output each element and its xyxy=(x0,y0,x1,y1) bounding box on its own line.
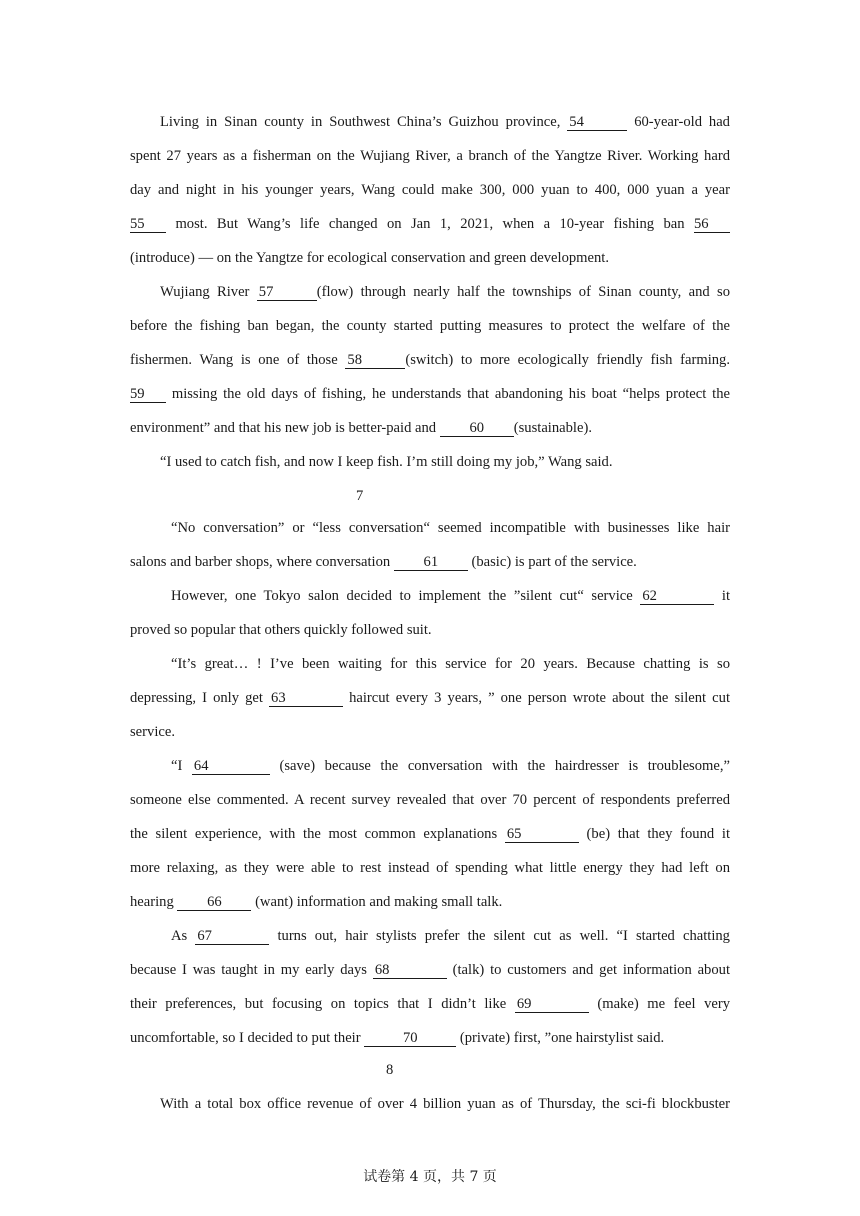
text-line: With a total box office revenue of over 4 billion yuan as of Thursday, the sci-fi blockbuster xyxy=(160,1096,730,1112)
text-line: “No conversation” or “less conversation“ seemed incompatible with businesses like hair xyxy=(171,520,730,536)
text-line: service. xyxy=(130,724,175,740)
text-line: fishermen. Wang is one of those 58 (switch) to more ecologically friendly fish farming. xyxy=(130,352,730,368)
text-line: their preferences, but focusing on topics that I didn’t like 69 (make) me feel very xyxy=(130,996,731,1012)
text-line: before the fishing ban began, the county started putting measures to protect the welfare of the xyxy=(130,318,730,334)
text-line: someone else commented. A recent survey revealed that over 70 percent of respondents preferred xyxy=(130,792,730,808)
blank-58[interactable]: 58 xyxy=(345,352,405,369)
blank-55[interactable]: 55 xyxy=(130,216,166,233)
text-line: “I 64 (save) because the conversation with the hairdresser is troublesome,” xyxy=(171,758,730,774)
text-line: proved so popular that others quickly followed suit. xyxy=(130,622,432,638)
text-line: 55 most. But Wang’s life changed on Jan 1, 2021, when a 10-year fishing ban 56 xyxy=(130,214,730,234)
section-number: 7 xyxy=(356,488,364,504)
blank-54[interactable]: 54 xyxy=(567,114,627,131)
text-line: “It’s great… ! I’ve been waiting for this service for 20 years. Because chatting is so xyxy=(171,656,730,672)
blank-57[interactable]: 57 xyxy=(257,284,317,301)
blank-69[interactable]: 69 xyxy=(515,996,589,1013)
text-line: Living in Sinan county in Southwest China’s Guizhou province, 54 60-year-old had xyxy=(160,114,730,130)
text-line: the silent experience, with the most common explanations 65 (be) that they found it xyxy=(130,826,731,842)
blank-60[interactable]: 60 xyxy=(440,420,514,437)
text-line: environment” and that his new job is better-paid and 60 (sustainable). xyxy=(130,420,592,436)
blank-62[interactable]: 62 xyxy=(640,588,714,605)
text-line: hearing 66 (want) information and making small talk. xyxy=(130,894,503,910)
text-line: “I used to catch fish, and now I keep fish. I’m still doing my job,” Wang said. xyxy=(160,454,613,470)
text-line: because I was taught in my early days 68 (talk) to customers and get information about xyxy=(130,962,730,978)
blank-68[interactable]: 68 xyxy=(373,962,447,979)
text-line: day and night in his younger years, Wang could make 300, 000 yuan to 400, 000 yuan a year xyxy=(130,182,730,198)
blank-70[interactable]: 70 xyxy=(364,1030,456,1047)
text-line: spent 27 years as a fisherman on the Wujiang River, a branch of the Yangtze River. Working hard xyxy=(130,148,730,164)
blank-59[interactable]: 59 xyxy=(130,386,166,403)
blank-65[interactable]: 65 xyxy=(505,826,579,843)
section-number: 8 xyxy=(386,1062,394,1078)
text-line: (introduce) — on the Yangtze for ecological conservation and green development. xyxy=(130,250,609,266)
blank-61[interactable]: 61 xyxy=(394,554,468,571)
text-line: As 67 turns out, hair stylists prefer the silent cut as well. “I started chatting xyxy=(171,928,730,944)
text-line: Wujiang River 57 (flow) through nearly half the townships of Sinan county, and so xyxy=(160,284,730,300)
text-line: However, one Tokyo salon decided to implement the ”silent cut“ service 62 it xyxy=(171,588,730,604)
text-line: 59 missing the old days of fishing, he understands that abandoning his boat “helps protect the xyxy=(130,386,730,402)
text-line: depressing, I only get 63 haircut every 3 years, ” one person wrote about the silent cut xyxy=(130,690,730,706)
blank-66[interactable]: 66 xyxy=(177,894,251,911)
blank-64[interactable]: 64 xyxy=(192,758,270,775)
text-line: more relaxing, as they were able to rest instead of spending what little energy they had left on xyxy=(130,860,730,876)
text-line: uncomfortable, so I decided to put their 70 (private) first, ”one hairstylist said. xyxy=(130,1030,665,1046)
blank-56[interactable]: 56 xyxy=(694,216,730,233)
blank-67[interactable]: 67 xyxy=(195,928,269,945)
page-footer: 试卷第 4 页，共 7 页 xyxy=(363,1169,497,1185)
blank-63[interactable]: 63 xyxy=(269,690,343,707)
text-line: salons and barber shops, where conversation 61 (basic) is part of the service. xyxy=(130,554,637,570)
